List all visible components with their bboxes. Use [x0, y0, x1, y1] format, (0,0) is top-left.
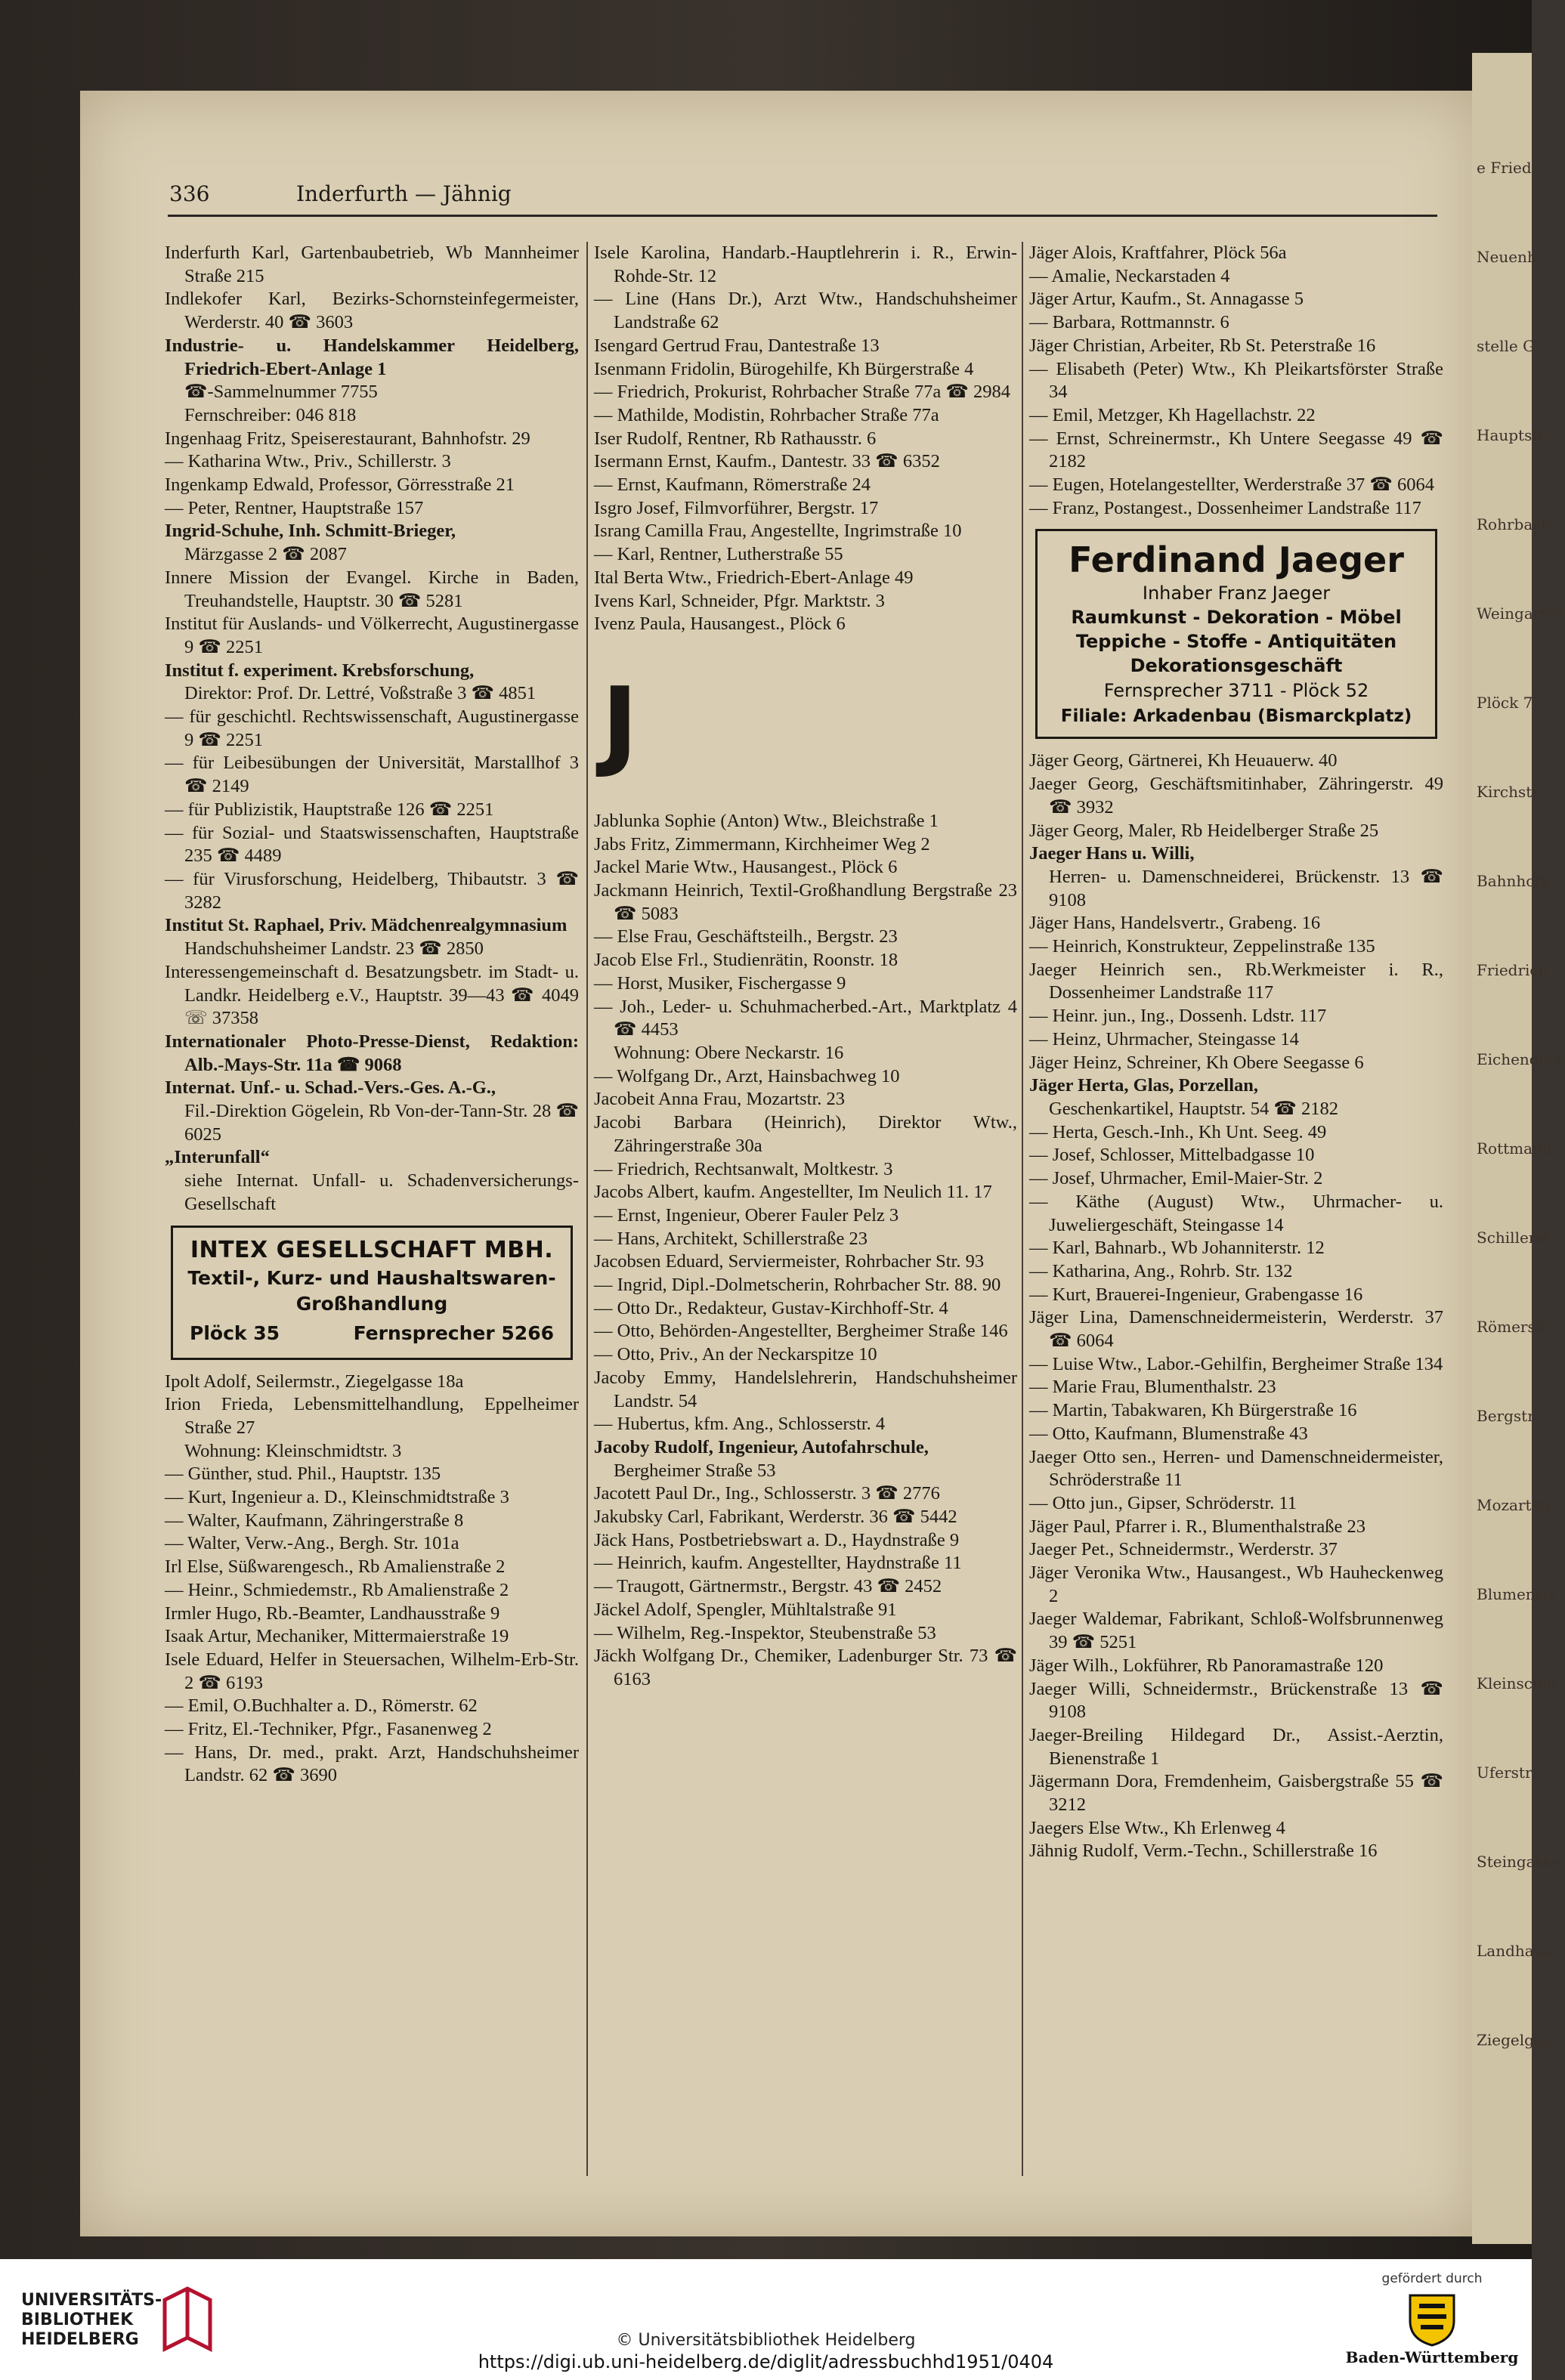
column-3 [1029, 242, 1443, 1863]
directory-entry: Jäger Christian, Arbeiter, Rb St. Peterstraße 16 [1029, 335, 1376, 356]
entries-col2 [594, 242, 1017, 636]
directory-entry: Jäger Veronika Wtw., Hausangest., Wb Hauheckenweg 2 [1029, 1562, 1443, 1606]
directory-entry: — Else Frau, Geschäftsteilh., Bergstr. 23 [594, 926, 898, 947]
sponsor-label: gefördert durch [1381, 2271, 1483, 2286]
directory-entry: Jacobi Barbara (Heinrich), Direktor Wtw., Zähringerstraße 30a [594, 1112, 1017, 1156]
directory-entry: Internat. Unf.- u. Schad.-Vers.-Ges. A.-G., [165, 1077, 496, 1099]
ad-business: Textil-, Kurz- und Haushaltswaren- [187, 1266, 556, 1289]
directory-entry: — Peter, Rentner, Hauptstraße 157 [165, 497, 424, 518]
directory-entry: — Karl, Bahnarb., Wb Johanniterstr. 12 [1029, 1238, 1325, 1259]
directory-entry: — Karl, Rentner, Lutherstraße 55 [594, 544, 843, 565]
directory-entry: — Josef, Schlosser, Mittelbadgasse 10 [1029, 1145, 1315, 1166]
state-coat-of-arms-icon [1406, 2291, 1458, 2348]
directory-entry: Isenmann Fridolin, Bürogehilfe, Kh Bürgerstraße 4 [594, 358, 974, 379]
next-page-fragment: Eichendorf [1477, 1050, 1561, 1068]
directory-entry: Inderfurth Karl, Gartenbaubetrieb, Wb Mannheimer Straße 215 [165, 243, 579, 286]
directory-entry: — für Virusforschung, Heidelberg, Thibautstr. 3 ☎ 3282 [165, 868, 579, 913]
directory-entry: — Herta, Gesch.-Inh., Kh Unt. Seeg. 49 [1029, 1121, 1327, 1142]
directory-entry: — Traugott, Gärtnermstr., Bergstr. 43 ☎ 2452 [594, 1576, 942, 1597]
directory-entry: — Kurt, Ingenieur a. D., Kleinschmidtstraße 3 [165, 1487, 509, 1508]
directory-entry: — Josef, Uhrmacher, Emil-Maier-Str. 2 [1029, 1168, 1323, 1189]
directory-entry: — Marie Frau, Blumenthalstr. 23 [1029, 1377, 1276, 1398]
directory-entry: Jäck Hans, Postbetriebswart a. D., Haydnstraße 9 [594, 1529, 960, 1550]
directory-entry: Jacobsen Eduard, Serviermeister, Rohrbacher Str. 93 [594, 1251, 985, 1272]
directory-entry: — Heinrich, Konstrukteur, Zeppelinstraße 135 [1029, 936, 1375, 957]
directory-entry: — Amalie, Neckarstaden 4 [1029, 265, 1230, 286]
directory-entry: — Friedrich, Prokurist, Rohrbacher Straße 77a ☎ 2984 [594, 382, 1011, 403]
directory-entry: ☎-Sammelnummer 7755 [184, 382, 378, 403]
directory-entry: Ingrid-Schuhe, Inh. Schmitt-Brieger, [165, 521, 456, 542]
directory-entry: Jaegers Else Wtw., Kh Erlenweg 4 [1029, 1817, 1285, 1838]
directory-entry: — Katharina Wtw., Priv., Schillerstr. 3 [165, 451, 451, 472]
directory-entry: — Otto jun., Gipser, Schröderstr. 11 [1029, 1492, 1297, 1513]
directory-entry: Jaeger Hans u. Willi, [1029, 843, 1195, 864]
directory-entry: Jäger Georg, Gärtnerei, Kh Heuauerw. 40 [1029, 750, 1338, 771]
ad-business-2: Großhandlung [295, 1292, 448, 1315]
document-url[interactable]: https://digi.ub.uni-heidelberg.de/diglit/adressbuchhd1951/0404 [478, 2351, 1054, 2372]
directory-entry: — Katharina, Ang., Rohrb. Str. 132 [1029, 1260, 1293, 1281]
directory-entry: Isele Eduard, Helfer in Steuersachen, Wilhelm-Erb-Str. 2 ☎ 6193 [165, 1649, 579, 1693]
jaeger-advertisement [1035, 529, 1437, 739]
column-2 [594, 242, 1017, 1692]
directory-entry: — Fritz, El.-Techniker, Pfgr., Fasanenweg 2 [165, 1719, 492, 1740]
ad-services-1: Raumkunst - Dekoration - Möbel [1071, 607, 1402, 629]
next-page-fragment: Bahnhofs [1477, 872, 1548, 890]
directory-entry: — Eugen, Hotelangestellter, Werderstraße 37 ☎ 6064 [1029, 474, 1435, 496]
next-page-edge [1472, 53, 1565, 2244]
ad-company-name: Ferdinand Jaeger [1069, 539, 1404, 581]
directory-entry: Internationaler Photo-Presse-Dienst, Redaktion: Alb.-Mays-Str. 11a ☎ 9068 [165, 1031, 579, 1075]
directory-entry: — Walter, Verw.-Ang., Bergh. Str. 101a [165, 1533, 459, 1554]
directory-entry: — Heinrich, kaufm. Angestellter, Haydnstraße 11 [594, 1553, 962, 1574]
column-1 [165, 242, 579, 1788]
directory-entry: Irl Else, Süßwarengesch., Rb Amalienstraße 2 [165, 1556, 506, 1578]
directory-entry: Ivenz Paula, Hausangest., Plöck 6 [594, 614, 846, 635]
directory-entry: Jablunka Sophie (Anton) Wtw., Bleichstraße 1 [594, 810, 939, 831]
directory-entry: Jäckel Adolf, Spengler, Mühltalstraße 91 [594, 1599, 897, 1620]
next-page-fragment: Landhaus [1477, 1942, 1551, 1960]
entries-col3 [1029, 242, 1443, 520]
ad-phone-address: Fernsprecher 3711 - Plöck 52 [1103, 680, 1369, 702]
directory-entry: Jäger Artur, Kaufm., St. Annagasse 5 [1029, 289, 1304, 310]
directory-entry: Isele Karolina, Handarb.-Hauptlehrerin i. R., Erwin-Rohde-Str. 12 [594, 243, 1017, 286]
directory-entry: siehe Internat. Unfall- u. Schadenversicherungs-Gesellschaft [184, 1170, 579, 1214]
column-rule-2 [1022, 242, 1023, 2176]
ad-phone: Fernsprecher 5266 [353, 1321, 554, 1344]
directory-entry: — Martin, Tabakwaren, Kh Bürgerstraße 16 [1029, 1400, 1357, 1421]
directory-entry: — Otto, Priv., An der Neckarspitze 10 [594, 1344, 877, 1365]
directory-entry: — Otto Dr., Redakteur, Gustav-Kirchhoff-Str. 4 [594, 1297, 948, 1318]
directory-entry: — Barbara, Rottmannstr. 6 [1029, 312, 1229, 333]
directory-entry: Ingenhaag Fritz, Speiserestaurant, Bahnhofstr. 29 [165, 428, 530, 449]
directory-entry: Jäger Hans, Handelsvertr., Grabeng. 16 [1029, 913, 1321, 934]
next-page-fragment: Rottmann [1477, 1139, 1552, 1158]
next-page-fragment: Schillerst [1477, 1229, 1550, 1247]
directory-entry: Jäckh Wolfgang Dr., Chemiker, Ladenburger Str. 73 ☎ 6163 [594, 1646, 1017, 1689]
directory-entry: — Kurt, Brauerei-Ingenieur, Grabengasse 16 [1029, 1284, 1363, 1305]
directory-entry: — Ingrid, Dipl.-Dolmetscherin, Rohrbacher Str. 88. 90 [594, 1275, 1001, 1296]
directory-entry: Innere Mission der Evangel. Kirche in Baden, Treuhandstelle, Hauptstr. 30 ☎ 5281 [165, 567, 579, 611]
directory-entry: — Wilhelm, Reg.-Inspektor, Steubenstraße 53 [594, 1622, 936, 1643]
directory-entry: Direktor: Prof. Dr. Lettré, Voßstraße 3 ☎ 4851 [184, 683, 537, 704]
next-page-fragment: Blumenstr [1477, 1585, 1557, 1603]
directory-entry: Jäger Heinz, Schreiner, Kh Obere Seegasse 6 [1029, 1052, 1364, 1073]
directory-entry: — Horst, Musiker, Fischergasse 9 [594, 972, 846, 994]
directory-entry: — Otto, Behörden-Angestellter, Bergheimer Straße 146 [594, 1321, 1008, 1342]
directory-entry: Jacoby Emmy, Handelslehrerin, Handschuhsheimer Landstr. 54 [594, 1367, 1017, 1411]
sponsor-name: Baden-Württemberg [1345, 2348, 1519, 2366]
directory-entry: Jaeger Waldemar, Fabrikant, Schloß-Wolfsbrunnenweg 39 ☎ 5251 [1029, 1609, 1443, 1653]
directory-entry: Jacob Else Frl., Studienrätin, Roonstr. 18 [594, 950, 898, 971]
entries-col1b [165, 1371, 579, 1788]
directory-entry: Jacobs Albert, kaufm. Angestellter, Im Neulich 11. 17 [594, 1182, 992, 1203]
directory-entry: Jäger Alois, Kraftfahrer, Plöck 56a [1029, 243, 1287, 263]
directory-entry: — Heinr., Schmiedemstr., Rb Amalienstraße 2 [165, 1579, 509, 1600]
directory-entry: Ivens Karl, Schneider, Pfgr. Marktstr. 3 [594, 590, 885, 611]
directory-entry: Irmler Hugo, Rb.-Beamter, Landhausstraße 9 [165, 1603, 500, 1624]
directory-entry: — Line (Hans Dr.), Arzt Wtw., Handschuhsheimer Landstraße 62 [594, 289, 1017, 333]
directory-entry: Geschenkartikel, Hauptstr. 54 ☎ 2182 [1049, 1098, 1338, 1119]
ad-address: Plöck 35 [190, 1321, 280, 1344]
directory-entry: „Interunfall“ [165, 1147, 270, 1168]
next-page-fragment: Rohrbach [1477, 515, 1551, 533]
ad-company-name: INTEX GESELLSCHAFT MBH. [190, 1236, 554, 1263]
directory-entry: Jacoby Rudolf, Ingenieur, Autofahrschule, [594, 1436, 929, 1457]
directory-entry: Industrie- u. Handelskammer Heidelberg, Friedrich-Ebert-Anlage 1 [165, 335, 579, 379]
sponsor-block [1345, 2271, 1519, 2366]
directory-entry: Isengard Gertrud Frau, Dantestraße 13 [594, 335, 880, 356]
directory-entry: Fernschreiber: 046 818 [184, 404, 357, 425]
entries-col2b [594, 810, 1017, 1692]
directory-entry: — Heinz, Uhrmacher, Steingasse 14 [1029, 1028, 1299, 1049]
next-page-fragment: Ziegelgas [1477, 2031, 1551, 2049]
section-letter: J [602, 665, 639, 780]
next-page-fragment: e Fried [1477, 159, 1532, 177]
directory-entry: Isermann Ernst, Kaufm., Dantestr. 33 ☎ 6352 [594, 451, 940, 472]
next-page-fragment: Mozartstr [1477, 1496, 1553, 1514]
directory-entry: Institut St. Raphael, Priv. Mädchenrealgymnasium [165, 915, 568, 936]
next-page-fragment: Friedrich [1477, 961, 1548, 979]
directory-entry: Jackel Marie Wtw., Hausangest., Plöck 6 [594, 857, 898, 878]
directory-entry: Ipolt Adolf, Seilermstr., Ziegelgasse 18a [165, 1371, 464, 1392]
directory-entry: Institut für Auslands- und Völkerrecht, Augustinergasse 9 ☎ 2251 [165, 614, 579, 657]
directory-entry: — für geschichtl. Rechtswissenschaft, Augustinergasse 9 ☎ 2251 [165, 706, 579, 750]
page-header [168, 181, 1437, 217]
directory-entry: Ingenkamp Edwald, Professor, Görresstraße 21 [165, 474, 515, 496]
ad-services-3: Dekorationsgeschäft [1130, 655, 1343, 677]
directory-entry: Jäger Georg, Maler, Rb Heidelberger Straße 25 [1029, 820, 1379, 841]
directory-entry: — Ernst, Schreinermstr., Kh Untere Seegasse 49 ☎ 2182 [1029, 428, 1443, 472]
logo-line-1: UNIVERSITÄTS- [21, 2291, 162, 2310]
next-page-fragment: Weingarten [1477, 604, 1565, 623]
directory-entry: Bergheimer Straße 53 [614, 1460, 776, 1481]
directory-entry: Jaeger Otto sen., Herren- und Damenschneidermeister, Schröderstraße 11 [1029, 1446, 1443, 1491]
page-number: 336 [169, 181, 210, 206]
directory-entry: Jacobeit Anna Frau, Mozartstr. 23 [594, 1089, 846, 1110]
directory-entry: — Hans, Architekt, Schillerstraße 23 [594, 1228, 868, 1249]
directory-entry: — Joh., Leder- u. Schuhmacherbed.-Art., Marktplatz 4 ☎ 4453 [594, 996, 1017, 1040]
directory-entry: — Käthe (August) Wtw., Uhrmacher- u. Juweliergeschäft, Steingasse 14 [1029, 1191, 1443, 1235]
directory-entry: — Elisabeth (Peter) Wtw., Kh Pleikartsförster Straße 34 [1029, 358, 1443, 403]
logo-line-3: HEIDELBERG [21, 2330, 139, 2349]
directory-entry: Isaak Artur, Mechaniker, Mittermaierstraße 19 [165, 1626, 509, 1647]
directory-entry: Isgro Josef, Filmvorführer, Bergstr. 17 [594, 497, 879, 518]
next-page-fragment: Bergstr [1477, 1407, 1535, 1425]
ad-contact-row [182, 1317, 561, 1350]
directory-entry: — Walter, Kaufmann, Zähringerstraße 8 [165, 1510, 464, 1531]
directory-entry: Ital Berta Wtw., Friedrich-Ebert-Anlage 49 [594, 567, 914, 588]
directory-entry: Institut f. experiment. Krebsforschung, [165, 660, 475, 681]
viewer-footer [0, 2259, 1532, 2380]
directory-entry: — Mathilde, Modistin, Rohrbacher Straße 77a [594, 404, 939, 425]
directory-entry: Fil.-Direktion Gögelein, Rb Von-der-Tann-Str. 28 ☎ 6025 [184, 1101, 579, 1145]
directory-entry: Wohnung: Obere Neckarstr. 16 [614, 1042, 844, 1063]
directory-entry: — Hans, Dr. med., prakt. Arzt, Handschuhsheimer Landstr. 62 ☎ 3690 [165, 1742, 579, 1786]
next-page-fragment: Kirchstr [1477, 783, 1539, 801]
ad-owner: Inhaber Franz Jaeger [1142, 583, 1331, 604]
ad-services-2: Teppiche - Stoffe - Antiquitäten [1075, 631, 1397, 653]
directory-entry: Indlekofer Karl, Bezirks-Schornsteinfegermeister, Werderstr. 40 ☎ 3603 [165, 289, 579, 333]
directory-entry: Jäger Wilh., Lokführer, Rb Panoramastraße 120 [1029, 1655, 1384, 1676]
directory-entry: Herren- u. Damenschneiderei, Brückenstr. 13 ☎ 9108 [1049, 866, 1443, 910]
directory-entry: Märzgasse 2 ☎ 2087 [184, 544, 347, 565]
directory-entry: — für Leibesübungen der Universität, Marstallhof 3 ☎ 2149 [165, 753, 579, 797]
next-page-fragment: Uferstr [1477, 1763, 1533, 1782]
logo-line-2: BIBLIOTHEK [21, 2310, 134, 2329]
entries-col3b [1029, 750, 1443, 1863]
directory-entry: Jaeger Heinrich sen., Rb.Werkmeister i. R., Dossenheimer Landstraße 117 [1029, 959, 1443, 1003]
next-page-fragment: Hauptstr [1477, 426, 1545, 444]
next-page-fragment: Plöck 7 [1477, 694, 1533, 712]
directory-entry: — Luise Wtw., Labor.-Gehilfin, Bergheimer Straße 134 [1029, 1353, 1443, 1374]
directory-entry: — Ernst, Ingenieur, Oberer Fauler Pelz 3 [594, 1204, 899, 1226]
ad-branch: Filiale: Arkadenbau (Bismarckplatz) [1060, 706, 1412, 727]
directory-entry: Jaeger Willi, Schneidermstr., Brückenstraße 13 ☎ 9108 [1029, 1678, 1443, 1723]
directory-entry: — Wolfgang Dr., Arzt, Hainsbachweg 10 [594, 1065, 900, 1086]
directory-entry: — Franz, Postangest., Dossenheimer Landstraße 117 [1029, 497, 1421, 518]
next-page-fragment: Neuenh [1477, 248, 1537, 266]
directory-entry: — Emil, Metzger, Kh Hagellachstr. 22 [1029, 404, 1316, 425]
directory-entry: — Friedrich, Rechtsanwalt, Moltkestr. 3 [594, 1158, 893, 1179]
directory-entry: — Otto, Kaufmann, Blumenstraße 43 [1029, 1423, 1308, 1444]
directory-entry: Israng Camilla Frau, Angestellte, Ingrimstraße 10 [594, 521, 962, 542]
column-rule-1 [586, 242, 588, 2176]
directory-entry: Jaeger Pet., Schneidermstr., Werderstr. 37 [1029, 1539, 1338, 1560]
intex-advertisement [171, 1226, 573, 1360]
directory-entry: Jabs Fritz, Zimmermann, Kirchheimer Weg 2 [594, 833, 930, 855]
next-page-fragment: Kleinschm [1477, 1674, 1557, 1692]
directory-entry: Jäger Paul, Pfarrer i. R., Blumenthalstraße 23 [1029, 1516, 1366, 1537]
directory-entry: Jäger Herta, Glas, Porzellan, [1029, 1075, 1258, 1096]
directory-entry: Jaeger-Breiling Hildegard Dr., Assist.-Aerztin, Bienenstraße 1 [1029, 1724, 1443, 1769]
directory-entry: Interessengemeinschaft d. Besatzungsbetr. im Stadt- u. Landkr. Heidelberg e.V., Hauptstr. 39—43 ☎ 4049 ☏ 37358 [165, 961, 579, 1029]
directory-entry: Wohnung: Kleinschmidtstr. 3 [184, 1440, 402, 1461]
next-page-fragment: Römerstr [1477, 1318, 1549, 1336]
directory-entry: Jägermann Dora, Fremdenheim, Gaisbergstraße 55 ☎ 3212 [1029, 1771, 1443, 1816]
next-page-fragment: Steingasse [1477, 1853, 1560, 1871]
directory-entry: — Emil, O.Buchhalter a. D., Römerstr. 62 [165, 1695, 478, 1717]
directory-entry: Handschuhsheimer Landstr. 23 ☎ 2850 [184, 938, 484, 960]
directory-entry: — für Sozial- und Staatswissenschaften, Hauptstraße 235 ☎ 4489 [165, 822, 579, 867]
directory-entry: — Ernst, Kaufmann, Römerstraße 24 [594, 474, 871, 496]
directory-entry: Jäger Lina, Damenschneidermeisterin, Werderstr. 37 ☎ 6064 [1029, 1307, 1443, 1352]
next-page-fragment: stelle G [1477, 337, 1536, 355]
directory-entry: Jaeger Georg, Geschäftsmitinhaber, Zähringerstr. 49 ☎ 3932 [1029, 774, 1443, 818]
directory-entry: Irion Frieda, Lebensmittelhandlung, Eppelheimer Straße 27 [165, 1394, 579, 1438]
directory-entry: — Heinr. jun., Ing., Dossenh. Ldstr. 117 [1029, 1006, 1327, 1027]
directory-entry: Jackmann Heinrich, Textil-Großhandlung Bergstraße 23 ☎ 5083 [594, 880, 1017, 924]
directory-entry: — für Publizistik, Hauptstraße 126 ☎ 2251 [165, 799, 494, 820]
directory-entry: — Hubertus, kfm. Ang., Schlosserstr. 4 [594, 1414, 886, 1435]
directory-entry: Jacotett Paul Dr., Ing., Schlosserstr. 3 ☎ 2776 [594, 1483, 940, 1504]
running-head: Inderfurth — Jähnig [296, 181, 512, 206]
directory-entry: — Günther, stud. Phil., Hauptstr. 135 [165, 1464, 441, 1485]
copyright-notice: © Universitätsbibliothek Heidelberg [616, 2331, 916, 2350]
directory-entry: Jakubsky Carl, Fabrikant, Werderstr. 36 ☎ 5442 [594, 1507, 957, 1528]
entries-col1 [165, 242, 579, 1216]
directory-entry: Jähnig Rudolf, Verm.-Techn., Schillerstraße 16 [1029, 1841, 1378, 1862]
directory-entry: Iser Rudolf, Rentner, Rb Rathausstr. 6 [594, 428, 877, 449]
